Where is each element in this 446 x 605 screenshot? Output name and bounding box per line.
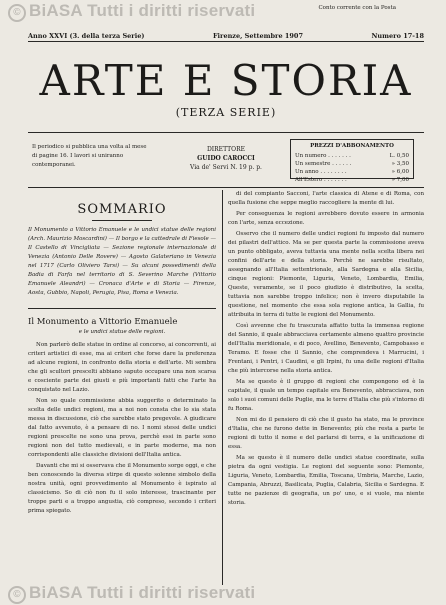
masthead-subtitle: (TERZA SERIE) bbox=[175, 106, 277, 119]
postal-note: Conto corrente con la Posta bbox=[318, 5, 396, 11]
price-row: Un anno . . . . . . . . » 6,00 bbox=[295, 169, 409, 175]
info-band bbox=[28, 132, 424, 188]
copyright-icon: © bbox=[8, 4, 26, 22]
paragraph: Non parlerò delle statue in ordine al concorso, ai concorrenti, ai criteri artistici di esse, ma ai criteri che forse dare la preferenza ad alcune regioni, in confronto della storia e dell'arte. Mi sembra che gli scultori prescelti abbiano saputo occupare una non scarsa e cosciente parte dei giusti e più importanti fatti che l'arte ha conquistato nel Lazio. bbox=[28, 342, 216, 393]
director-name: GUIDO CAROCCI bbox=[197, 155, 255, 162]
price-row: Un numero . . . . . . . L. 0,50 bbox=[295, 153, 409, 159]
article-header bbox=[28, 308, 216, 335]
article-body-right bbox=[228, 190, 424, 508]
paragraph: Non so quale commissione abbia suggerito o determinato la scelta delle undici regioni, ma a noi non consta che lo sia stata messa in discussione, ciò che sarebbe stato pregevole. A giudicare dal fatto avvenuto, è a pensare di no. I nomi stessi delle undici regioni prescelte ne sono una prova, perchè essi in parte sono regioni non del tutto medievali, e in parte moderne, ma non corrispondenti alle classiche divisioni dell'Italia antica. bbox=[28, 398, 216, 458]
sommario-title: SOMMARIO bbox=[77, 202, 167, 217]
director-address: Via de' Servi N. 19 p. p. bbox=[190, 164, 262, 171]
watermark-bottom-text: BiASA Tutti i diritti riservati bbox=[29, 583, 256, 602]
article-subtitle: e le undici statue delle regioni. bbox=[78, 329, 166, 335]
subscription-prices bbox=[290, 139, 414, 183]
header-rule bbox=[28, 41, 424, 42]
price-row: All'Estero . . . . . . . » 7,00 bbox=[295, 177, 409, 183]
article-title: Il Monumento a Vittorio Emanuele bbox=[28, 317, 178, 327]
publication-info: Il periodico si pubblica una volta al mese di pagine 16. I lavori si uniranno contemporanei. bbox=[32, 144, 147, 168]
price-row: Un semestre . . . . . . » 3,50 bbox=[295, 161, 409, 167]
issue-year: Anno XXVI (3. della terza Serie) bbox=[28, 32, 145, 40]
article-body-left bbox=[28, 341, 216, 516]
sommario-text: Il Monumento a Vittorio Emanuele e le undici statue delle regioni (Arch. Maurizio Moscardini) — Il borgo e la cattedrale di Fiesole — Il Castello di Vincigliata — Sezione regionale internazionale di Venezia (Antonio Delle Rovere) — Agosto Galateriano in Venezia nel 1717 (Carlo Oliviero Tarsi) — Su alcuni possedimenti della Badia di Farfa nel territorio di S. Severino Marche (Vittorio Emanuele Aleandri) — Cronaca d'Arte e di Storia — Firenze, Aosta, Gubbio, Napoli, Perugia, Pisa, Roma e Venezia. bbox=[28, 227, 216, 296]
column-divider bbox=[222, 190, 223, 585]
prices-title: PREZZI D'ABBONAMENTO bbox=[310, 143, 394, 149]
paragraph: Non mi do il pensiero di ciò che il gusto ha stato, ma le province d'Italia, che ne furono dette in Benevento; più che resta a parte le regioni di tutto il nome e del parlarsi di terra, e la unificazione di essa. bbox=[228, 417, 424, 450]
issue-header bbox=[28, 32, 424, 40]
copyright-icon: © bbox=[8, 586, 26, 604]
paragraph: di del compianto Sacconi, l'arte classica di Atene e di Roma, con quella fusione che seppe meglio raccogliere la mente di lui. bbox=[228, 191, 424, 206]
paragraph: Ma se questo è il numero delle undici statue coordinate, sulla pietra da ogni vestigia. Le regioni del seguente sono: Piemonte, Liguria, Veneto, Lombardia, Emilia, Toscana, Umbria, Marche, Lazio, Campania, Abruzzi, Basilicata, Puglia, Calabria, Sicilia e Sardegna. E tutte ne pazienze di geografia, un po' uno, e si vuole, ma niente storia. bbox=[228, 455, 424, 506]
paragraph: Per conseguenza le regioni avrebbero dovuto essere in armonia con l'arte, senza eccezione. bbox=[228, 211, 424, 226]
issue-date: Firenze, Settembre 1907 bbox=[212, 32, 303, 40]
paragraph: Davanti che mi si osservava che il Monumento sorge oggi, e che ben conoscendo la diversa stirpe di questo solenne simbolo della nostra unità, ogni provvedimento al Monumento è ispirato al classicismo. So di ciò non fu il solo interesse, trascinante per troppe parti e a troppo angustia, ciò compreso, secondo i criteri prima spiegato. bbox=[28, 463, 216, 514]
masthead-title: ARTE E STORIA bbox=[39, 56, 413, 105]
right-column bbox=[228, 190, 424, 510]
director-block bbox=[176, 145, 276, 172]
watermark-bottom bbox=[8, 583, 255, 604]
left-column bbox=[28, 190, 216, 518]
paragraph: Osservo che il numero delle undici regioni fu imposto dal numero dei pilastri dell'attico. Ma se per questa parte la commissione aveva un punto obbligato, aveva tuttavia una mente nella scelta libera nei confini dell'arte e della storia. Perchè ne sarebbe risultato, assegnando all'Italia settentrionale, alla Sardegna e alla Sicilia, cinque regioni: Piemonte, Liguria, Veneto, Lombardia, Emilia, Queste, veramente, se il poco giudizio è distributivo, la scelta, tuttavia non sarebbe troppo infelice; non è invero disputabile la questione, nel momento che essa sola regione antica, la Gallia, fu attribuita in terra di tutte le regioni del Monumento. bbox=[228, 231, 424, 318]
paragraph: Ma se questo è il gruppo di regioni che compongono ed è la capitale, il quale un tempo capitale era Benevento, abbracciava, non solo i suoi comuni delle Puglie, ma le terre d'Italia che più s'intorno di fu Roma. bbox=[228, 379, 425, 412]
director-label: DIRETTORE bbox=[206, 146, 245, 153]
paragraph: Così avvenne che fu trascurata affatto tutta la immensa regione del Sannio, il quale abbracciava certamente almeno quattro provincie dell'Italia meridionale, e di poco, Avellino, Benevento, Campobasso e Teramo. E fosse che il Sannio, che comprendeva i Marrucini, i Frentani, i Pentri, i Caudini, e gli Irpini, fu una delle regioni d'Italia che più intercorse nella storia antica. bbox=[228, 323, 424, 374]
watermark-top bbox=[8, 1, 255, 22]
watermark-top-text: BiASA Tutti i diritti riservati bbox=[29, 1, 256, 20]
issue-number: Numero 17-18 bbox=[371, 32, 424, 40]
sommario-rule bbox=[92, 220, 152, 221]
